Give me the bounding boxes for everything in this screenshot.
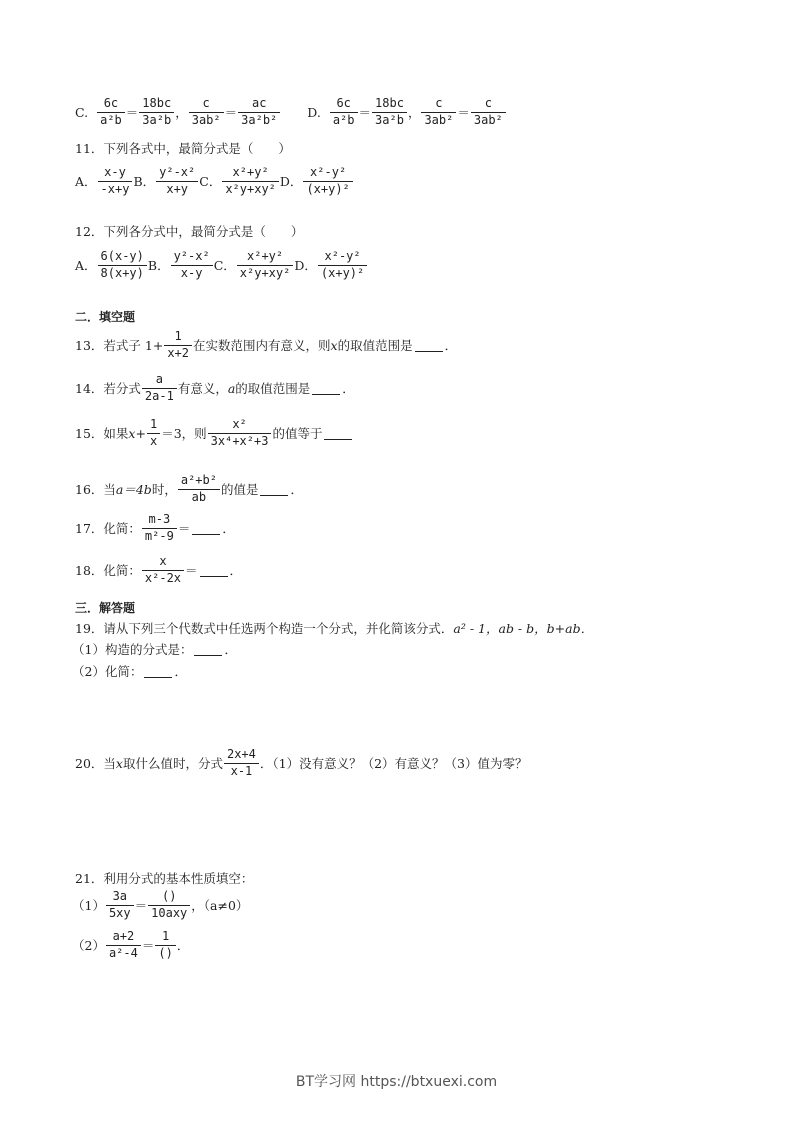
q10-options-row: C. $\frac{6c}{\text{a²b}}$ ＝ $\frac{18bc}{\text{3a²b}}$ ， $\frac{c}{\text{3ab²}}$ ＝ $\frac{ac}{\text{3a²b²}}$ D. $\frac{6c}{\text{a²b}}$ ＝ $\frac{18bc}{\text{3a²b}}$ ， $\frac{c}{\text{3ab²}}$ ＝ $\frac{c}{\text{3ab²}}$ [75,97,507,128]
fraction: $\frac{6c}{\text{a²b}}$ [330,97,358,128]
q12-option-c: $\frac{\text{x²+y²}}{\text{x²y+xy²}}$ [237,250,294,281]
fraction: $\frac{6c}{\text{a²b}}$ [97,97,125,128]
q19-part1: （1）构造的分式是： ． [72,642,237,657]
fraction-with-blank[interactable]: $\frac{()}{\text{10axy}}$ [148,890,190,921]
q10-option-d-label: D. [307,104,321,120]
answer-blank[interactable] [312,382,340,395]
q12-option-a: $\frac{6(x-y)}{8(x+y)}$ [98,250,147,281]
fraction: $\frac{1}{x}$ [147,418,160,449]
fraction: $\frac{\text{a²+b²}}{ab}$ [178,474,220,505]
q21-part2: （2） $\frac{a+2}{\text{a²-4}}$ ＝ $\frac{1}{()}$ ． [72,929,190,960]
footer-watermark: BT学习网 https://btxuexi.com [295,1074,498,1090]
q21-part1: （1） $\frac{3a}{5xy}$ ＝ $\frac{()}{\text{10axy}}$ ，（a≠0） [72,889,249,920]
fraction: $\frac{18bc}{\text{3a²b}}$ [139,97,174,128]
q11-options: A． $\frac{x-y}{-x+y}$ B． $\frac{\text{y²-x²}}{x+y}$ C． $\frac{\text{x²+y²}}{\text{x²y+xy²}}$ D． $\frac{\text{x²-y²}}{\text{(x+y)²}}$ [75,166,354,197]
section-heading-fill-in: 二．填空题 [75,310,136,324]
q18: 18．化简： $\frac{x}{\text{x²-2x}}$ ＝ ． [75,554,243,585]
q12-options: A． $\frac{6(x-y)}{8(x+y)}$ B． $\frac{\text{y²-x²}}{x-y}$ C． $\frac{\text{x²+y²}}{\text{x²y+xy²}}$ D． $\frac{\text{x²-y²}}{\text{(x+y)²}}$ [75,250,368,281]
q19-stem: 19．请从下列三个代数式中任选两个构造一个分式，并化简该分式． a² - 1，ab - b，b+ab． [75,621,594,636]
fraction: $\frac{c}{\text{3ab²}}$ [421,97,456,128]
q15: 15．如果 x + $\frac{1}{x}$ ＝3，则 $\frac{\text{x²}}{\text{3x⁴+x²+3}}$ 的值等于 [75,418,354,449]
answer-blank[interactable] [200,564,228,577]
q11-stem: 11．下列各式中，最简分式是（ ） [75,141,291,156]
q19-part2: （2）化简： ． [72,664,187,679]
section-heading-solve: 三．解答题 [75,601,136,615]
answer-blank[interactable] [415,339,443,352]
fraction: $\frac{2x+4}{x-1}$ [224,748,259,779]
q20: 20．当 x 取什么值时，分式 $\frac{2x+4}{x-1}$ ．（1）没有意义？（2）有意义？（3）值为零？ [75,747,528,778]
q12-stem: 12．下列各分式中，最简分式是（ ） [75,224,304,239]
fraction: $\frac{c}{\text{3ab²}}$ [189,97,224,128]
q11-option-d: $\frac{\text{x²-y²}}{\text{(x+y)²}}$ [303,166,352,197]
answer-blank[interactable] [194,643,222,656]
fraction: $\frac{c}{\text{3ab²}}$ [471,97,506,128]
fraction: $\frac{3a}{5xy}$ [106,890,134,921]
fraction: $\frac{1}{x+2}$ [164,330,192,361]
fraction: $\frac{18bc}{\text{3a²b}}$ [372,97,407,128]
q11-option-c: $\frac{\text{x²+y²}}{\text{x²y+xy²}}$ [222,166,279,197]
q12-option-b: $\frac{\text{y²-x²}}{x-y}$ [171,250,213,281]
q17: 17．化简： $\frac{m-3}{\text{m²-9}}$ ＝ ． [75,512,235,543]
q21-stem: 21．利用分式的基本性质填空： [75,871,254,886]
fraction: $\frac{x}{\text{x²-2x}}$ [142,555,184,586]
fraction: $\frac{a+2}{\text{a²-4}}$ [106,930,141,961]
q14: 14．若分式 $\frac{a}{2a-1}$ 有意义， a 的取值范围是 ． [75,372,355,403]
answer-blank[interactable] [324,427,352,440]
fraction: $\frac{\text{x²}}{\text{3x⁴+x²+3}}$ [208,418,272,449]
q11-option-a: $\frac{x-y}{-x+y}$ [98,166,133,197]
answer-blank[interactable] [192,522,220,535]
q10-option-c-label: C. [75,104,89,120]
q13: 13．若式子 1+ $\frac{1}{x+2}$ 在实数范围内有意义，则 x 的取值范围是 ． [75,329,458,360]
q11-option-b: $\frac{\text{y²-x²}}{x+y}$ [156,166,198,197]
answer-blank[interactable] [144,665,172,678]
fraction: $\frac{ac}{\text{3a²b²}}$ [238,97,280,128]
q12-option-d: $\frac{\text{x²-y²}}{\text{(x+y)²}}$ [318,250,367,281]
fraction-with-blank[interactable]: $\frac{1}{()}$ [155,930,175,961]
q16: 16．当 a＝4b 时， $\frac{\text{a²+b²}}{ab}$ 的值是 ． [75,473,303,504]
fraction: $\frac{m-3}{\text{m²-9}}$ [142,513,177,544]
fraction: $\frac{a}{2a-1}$ [142,373,177,404]
answer-blank[interactable] [260,483,288,496]
